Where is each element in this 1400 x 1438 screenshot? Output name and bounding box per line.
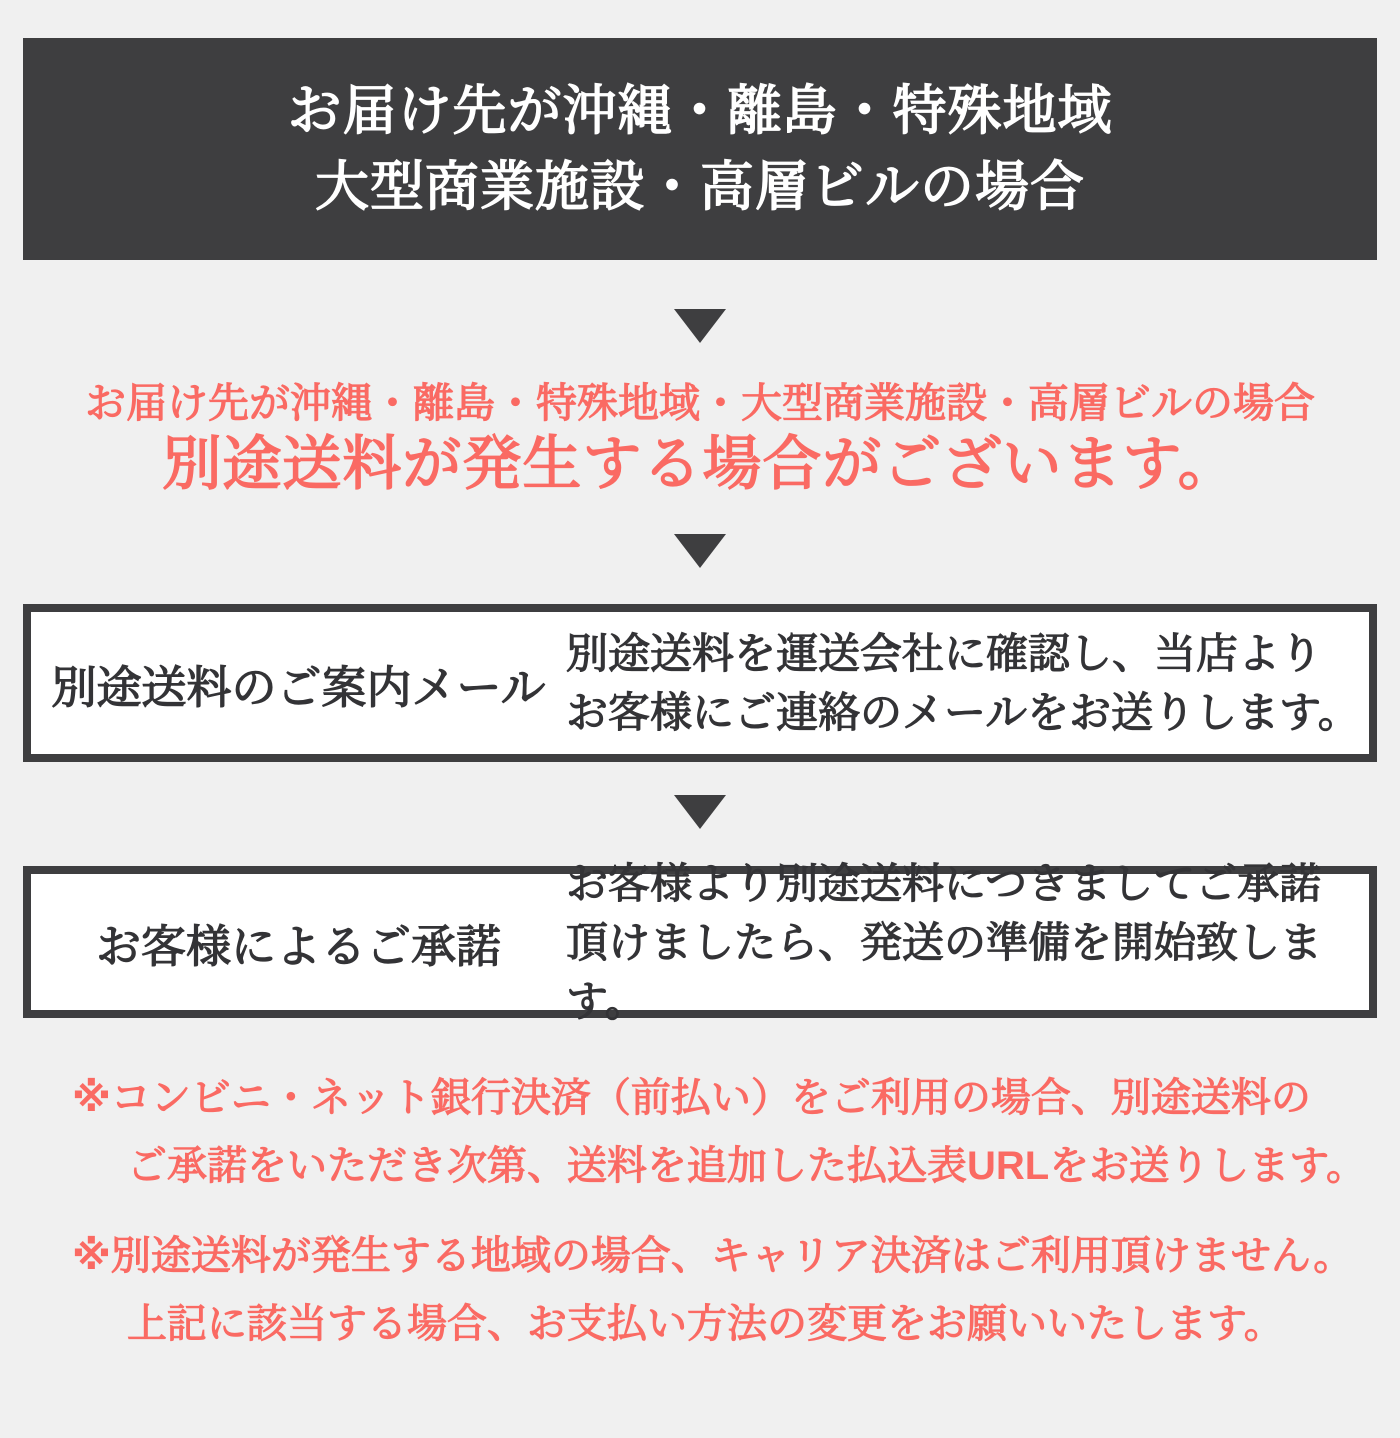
step-box-customer-approval (23, 859, 1377, 1025)
footnote-line2: 上記に該当する場合、お支払い方法の変更をお願いいたします。 (127, 1302, 1284, 1346)
shipping-notice-infographic (0, 38, 1400, 1438)
step-description-line2: 頂けましたら、発送の準備を開始致します。 (566, 918, 1323, 1025)
step-description-line1: お客様より別途送料につきましてご承諾 (566, 859, 1322, 907)
step-description-line1: 別途送料を運送会社に確認し、当店より (566, 630, 1323, 677)
down-arrow-icon (674, 534, 726, 568)
lead-line2: 別途送料が発生する場合がございます。 (162, 431, 1238, 497)
footnote-line1: ※別途送料が発生する地域の場合、キャリア決済はご利用頂けません。 (72, 1234, 1354, 1278)
footnote-carrier-payment (0, 1222, 1400, 1358)
lead-line1: お届け先が沖縄・離島・特殊地域・大型商業施設・高層ビルの場合 (85, 380, 1315, 426)
down-arrow-icon (674, 795, 726, 829)
step-box-shipping-fee-mail (23, 604, 1377, 762)
header-line2: 大型商業施設・高層ビルの場合 (315, 157, 1085, 217)
footnotes (0, 1064, 1400, 1358)
footnote-line2: ご承諾をいただき次第、送料を追加した払込表URLをお送りします。 (127, 1144, 1367, 1188)
down-arrow-icon (674, 309, 726, 343)
footnote-payment-prepaid (0, 1064, 1400, 1200)
lead-message (0, 379, 1400, 501)
step-description (566, 854, 1369, 1031)
step-label: お客様によるご承諾 (95, 920, 501, 972)
step-description-line2: お客様にご連絡のメールをお送りします。 (566, 689, 1360, 736)
footnote-line1: ※コンビニ・ネット銀行決済（前払い）をご利用の場合、別途送料の (72, 1076, 1311, 1120)
header-banner (23, 38, 1377, 260)
step-label: 別途送料のご案内メール (51, 661, 546, 713)
header-line1: お届け先が沖縄・離島・特殊地域 (287, 81, 1113, 141)
step-description (566, 624, 1369, 742)
